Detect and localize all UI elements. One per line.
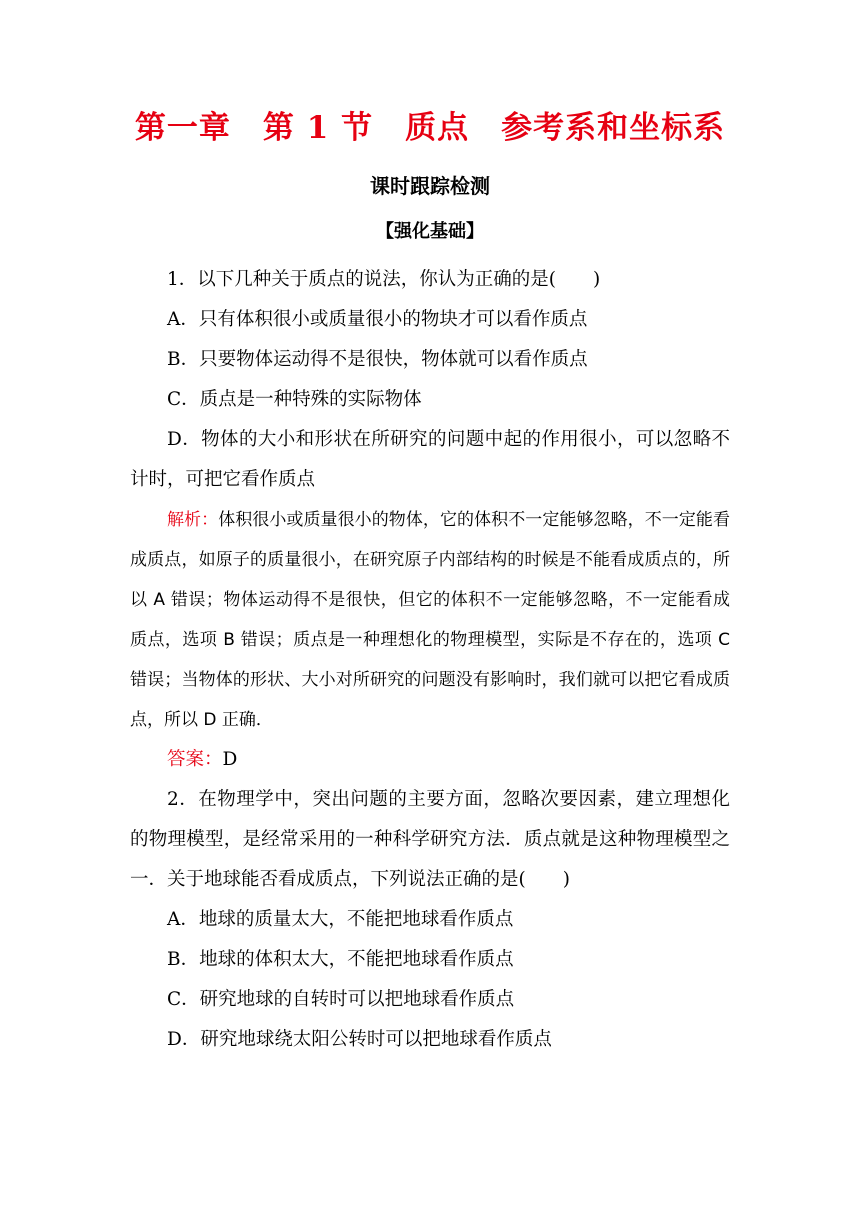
question-1-option-a: A．只有体积很小或质量很小的物块才可以看作质点 bbox=[167, 309, 588, 330]
question-2-option-b: B．地球的体积太大，不能把地球看作质点 bbox=[167, 949, 514, 970]
answer-label: 答案： bbox=[167, 749, 223, 770]
question-1-option-d: D．物体的大小和形状在所研究的问题中起的作用很小，可以忽略不计时，可把它看作质点 bbox=[130, 429, 730, 490]
analysis-text: 体积很小或质量很小的物体，它的体积不一定能够忽略，不一定能看成质点，如原子的质量很小，在研究原子内部结构的时候是不能看成质点的，所以 A 错误；物体运动得不是很快，但它的体积不一定能够忽略，不一定能看成质点，选项 B 错误；质点是一种理想化的物理模型，实际是不存在的，选项 C 错误；当物体的形状、大小对所研究的问题没有影响时，我们就可以把它看成质点，所以 D 正确． bbox=[130, 510, 730, 730]
question-1-answer bbox=[130, 740, 730, 780]
question-1-option-c: C．质点是一种特殊的实际物体 bbox=[167, 389, 422, 410]
question-2-option-a: A．地球的质量太大，不能把地球看作质点 bbox=[167, 909, 514, 930]
question-1-analysis bbox=[130, 500, 730, 740]
section-heading: 【强化基础】 bbox=[376, 221, 484, 242]
answer-value: D bbox=[222, 749, 238, 770]
page-subtitle: 课时跟踪检测 bbox=[370, 174, 490, 198]
question-1-stem: 1．以下几种关于质点的说法，你认为正确的是( ) bbox=[167, 269, 601, 290]
question-2-option-d: D．研究地球绕太阳公转时可以把地球看作质点 bbox=[167, 1029, 552, 1050]
question-2-stem: 2．在物理学中，突出问题的主要方面，忽略次要因素，建立理想化的物理模型，是经常采用的一种科学研究方法．质点就是这种物理模型之一．关于地球能否看成质点，下列说法正确的是( ) bbox=[130, 789, 730, 890]
question-1-option-b: B．只要物体运动得不是很快，物体就可以看作质点 bbox=[167, 349, 588, 370]
chapter-title: 第一章 第 1 节 质点 参考系和坐标系 bbox=[134, 110, 726, 146]
question-2-option-c: C．研究地球的自转时可以把地球看作质点 bbox=[167, 989, 515, 1010]
analysis-label: 解析： bbox=[167, 510, 219, 530]
questions-body bbox=[130, 260, 730, 1060]
